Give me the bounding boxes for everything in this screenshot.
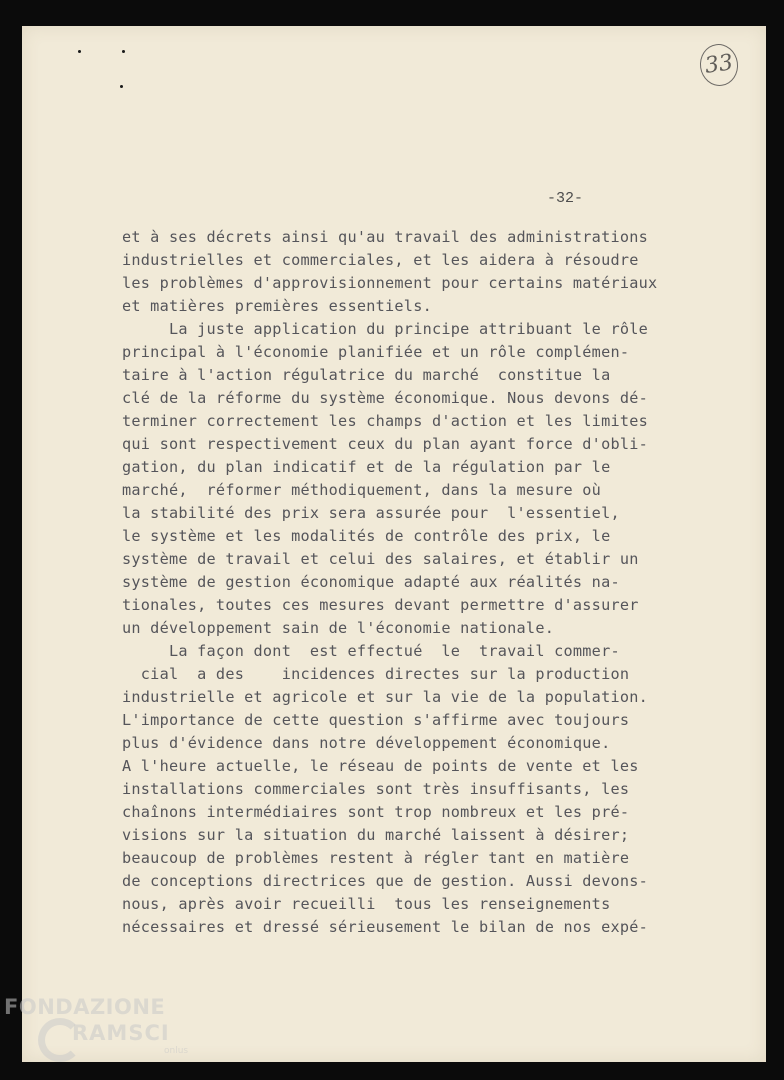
text-line: installations commerciales sont très insuffisants, les	[122, 780, 630, 798]
text-line: la stabilité des prix sera assurée pour l'essentiel,	[122, 504, 620, 522]
punch-mark	[120, 85, 123, 88]
text-line: de conceptions directrices que de gestion. Aussi devons-	[122, 872, 649, 890]
text-line: les problèmes d'approvisionnement pour certains matériaux	[122, 274, 658, 292]
text-line: chaînons intermédiaires sont trop nombreux et les pré-	[122, 803, 630, 821]
watermark-g-logo-icon	[38, 1018, 82, 1062]
text-line: industrielle et agricole et sur la vie de la population.	[122, 688, 649, 706]
text-line: nous, après avoir recueilli tous les renseignements	[122, 895, 611, 913]
punch-mark	[122, 50, 125, 53]
watermark-line2: RAMSCI	[72, 1021, 170, 1045]
text-line: gation, du plan indicatif et de la régulation par le	[122, 458, 611, 476]
text-line: le système et les modalités de contrôle des prix, le	[122, 527, 611, 545]
text-line: La juste application du principe attribuant le rôle	[122, 320, 649, 338]
typewritten-body	[122, 226, 662, 939]
text-line: qui sont respectivement ceux du plan ayant force d'obli-	[122, 435, 649, 453]
text-line: un développement sain de l'économie nationale.	[122, 619, 555, 637]
text-line: industrielles et commerciales, et les aidera à résoudre	[122, 251, 639, 269]
text-line: taire à l'action régulatrice du marché constitue la	[122, 366, 611, 384]
text-line: terminer correctement les champs d'action et les limites	[122, 412, 649, 430]
text-line: cial a des incidences directes sur la production	[122, 665, 630, 683]
archive-watermark	[4, 994, 189, 1056]
text-line: marché, réformer méthodiquement, dans la mesure où	[122, 481, 602, 499]
text-line: système de travail et celui des salaires, et établir un	[122, 550, 639, 568]
text-line: A l'heure actuelle, le réseau de points de vente et les	[122, 757, 639, 775]
text-line: tionales, toutes ces mesures devant permettre d'assurer	[122, 596, 639, 614]
punch-mark	[78, 50, 81, 53]
watermark-suffix: onlus	[164, 1046, 189, 1056]
text-line: nécessaires et dressé sérieusement le bilan de nos expé-	[122, 918, 649, 936]
text-line: beaucoup de problèmes restent à régler tant en matière	[122, 849, 630, 867]
text-line: plus d'évidence dans notre développement économique.	[122, 734, 611, 752]
folio-stamp: 33	[697, 42, 740, 89]
watermark-line1: FONDAZIONE	[4, 995, 166, 1019]
text-line: visions sur la situation du marché laissent à désirer;	[122, 826, 630, 844]
page-number: -32-	[547, 190, 584, 207]
text-line: et matières premières essentiels.	[122, 297, 432, 315]
text-line: clé de la réforme du système économique. Nous devons dé-	[122, 389, 649, 407]
text-line: système de gestion économique adapté aux réalités na-	[122, 573, 620, 591]
text-line: La façon dont est effectué le travail commer-	[122, 642, 620, 660]
text-line: L'importance de cette question s'affirme avec toujours	[122, 711, 630, 729]
text-line: et à ses décrets ainsi qu'au travail des administrations	[122, 228, 649, 246]
text-line: principal à l'économie planifiée et un rôle complémen-	[122, 343, 630, 361]
